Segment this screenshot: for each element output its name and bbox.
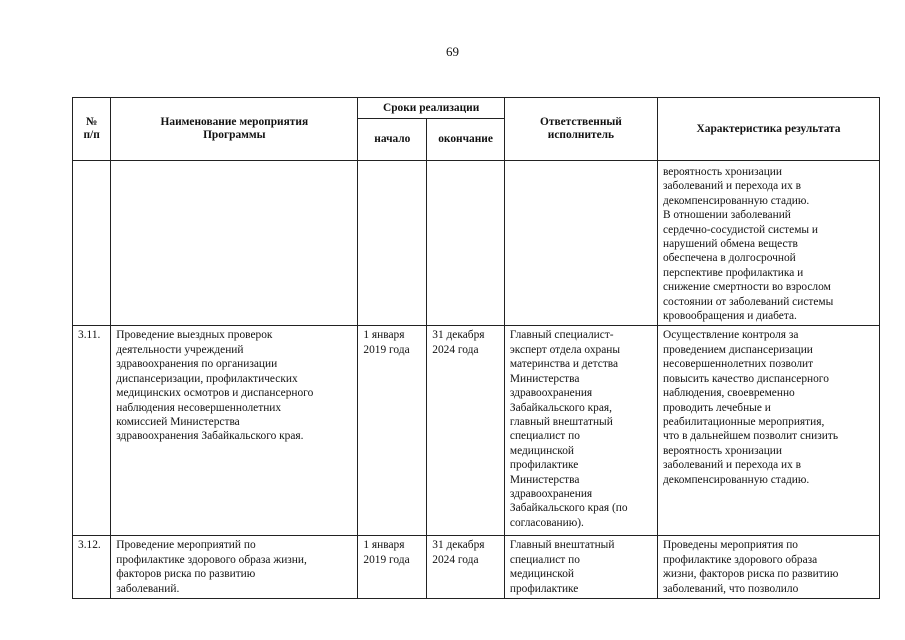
page-number: 69 (446, 44, 459, 59)
row-name (111, 161, 358, 326)
table-row (73, 161, 880, 326)
row-num: 3.11. (73, 326, 111, 536)
header-num: № п/п (73, 98, 111, 161)
row-name: Проведение выездных проверок деятельности учреждений здравоохранения по организации диспансеризации, профилактических медицинских осмотров и диспансерного наблюдения несовершеннолетних комиссией Министерства здравоохранения Забайкальского края. (111, 326, 358, 536)
row-responsible: Главный специалист- эксперт отдела охраны материнства и детства Министерства здравоохранения Забайкальского края, главный внештатный специалист по медицинской профилактике Министерства здравоохранения Забайкальского края (по согласованию). (504, 326, 657, 536)
table-row (73, 326, 880, 536)
header-responsible: Ответственный исполнитель (504, 98, 657, 161)
table-row (73, 536, 880, 599)
row-responsible: Главный внештатный специалист по медицинской профилактике (504, 536, 657, 599)
row-start: 1 января 2019 года (358, 326, 427, 536)
row-end: 31 декабря 2024 года (427, 536, 505, 599)
row-result: Проведены мероприятия по профилактике здорового образа жизни, факторов риска по развитию заболеваний, что позволило (657, 536, 879, 599)
row-name: Проведение мероприятий по профилактике здорового образа жизни, факторов риска по развитию заболеваний. (111, 536, 358, 599)
row-responsible (504, 161, 657, 326)
row-result: Осуществление контроля за проведением диспансеризации несовершеннолетних позволит повысить качество диспансерного наблюдения, своевременно проводить лечебные и реабилитационные мероприятия, что в дальнейшем позволит снизить вероятность хронизации заболеваний и перехода их в декомпенсированную стадию. (657, 326, 879, 536)
header-start: начало (358, 119, 427, 161)
header-end: окончание (427, 119, 505, 161)
row-end: 31 декабря 2024 года (427, 326, 505, 536)
row-num: 3.12. (73, 536, 111, 599)
row-start: 1 января 2019 года (358, 536, 427, 599)
program-table (72, 97, 880, 599)
header-terms: Сроки реализации (358, 98, 505, 119)
header-result: Характеристика результата (657, 98, 879, 161)
row-result: вероятность хронизации заболеваний и перехода их в декомпенсированную стадию. В отношении заболеваний сердечно-сосудистой системы и нарушений обмена веществ обеспечена в долгосрочной перспективе профилактика и снижение смертности во взрослом состоянии от заболеваний системы кровообращения и диабета. (657, 161, 879, 326)
row-end (427, 161, 505, 326)
header-name: Наименование мероприятия Программы (111, 98, 358, 161)
row-num (73, 161, 111, 326)
row-start (358, 161, 427, 326)
